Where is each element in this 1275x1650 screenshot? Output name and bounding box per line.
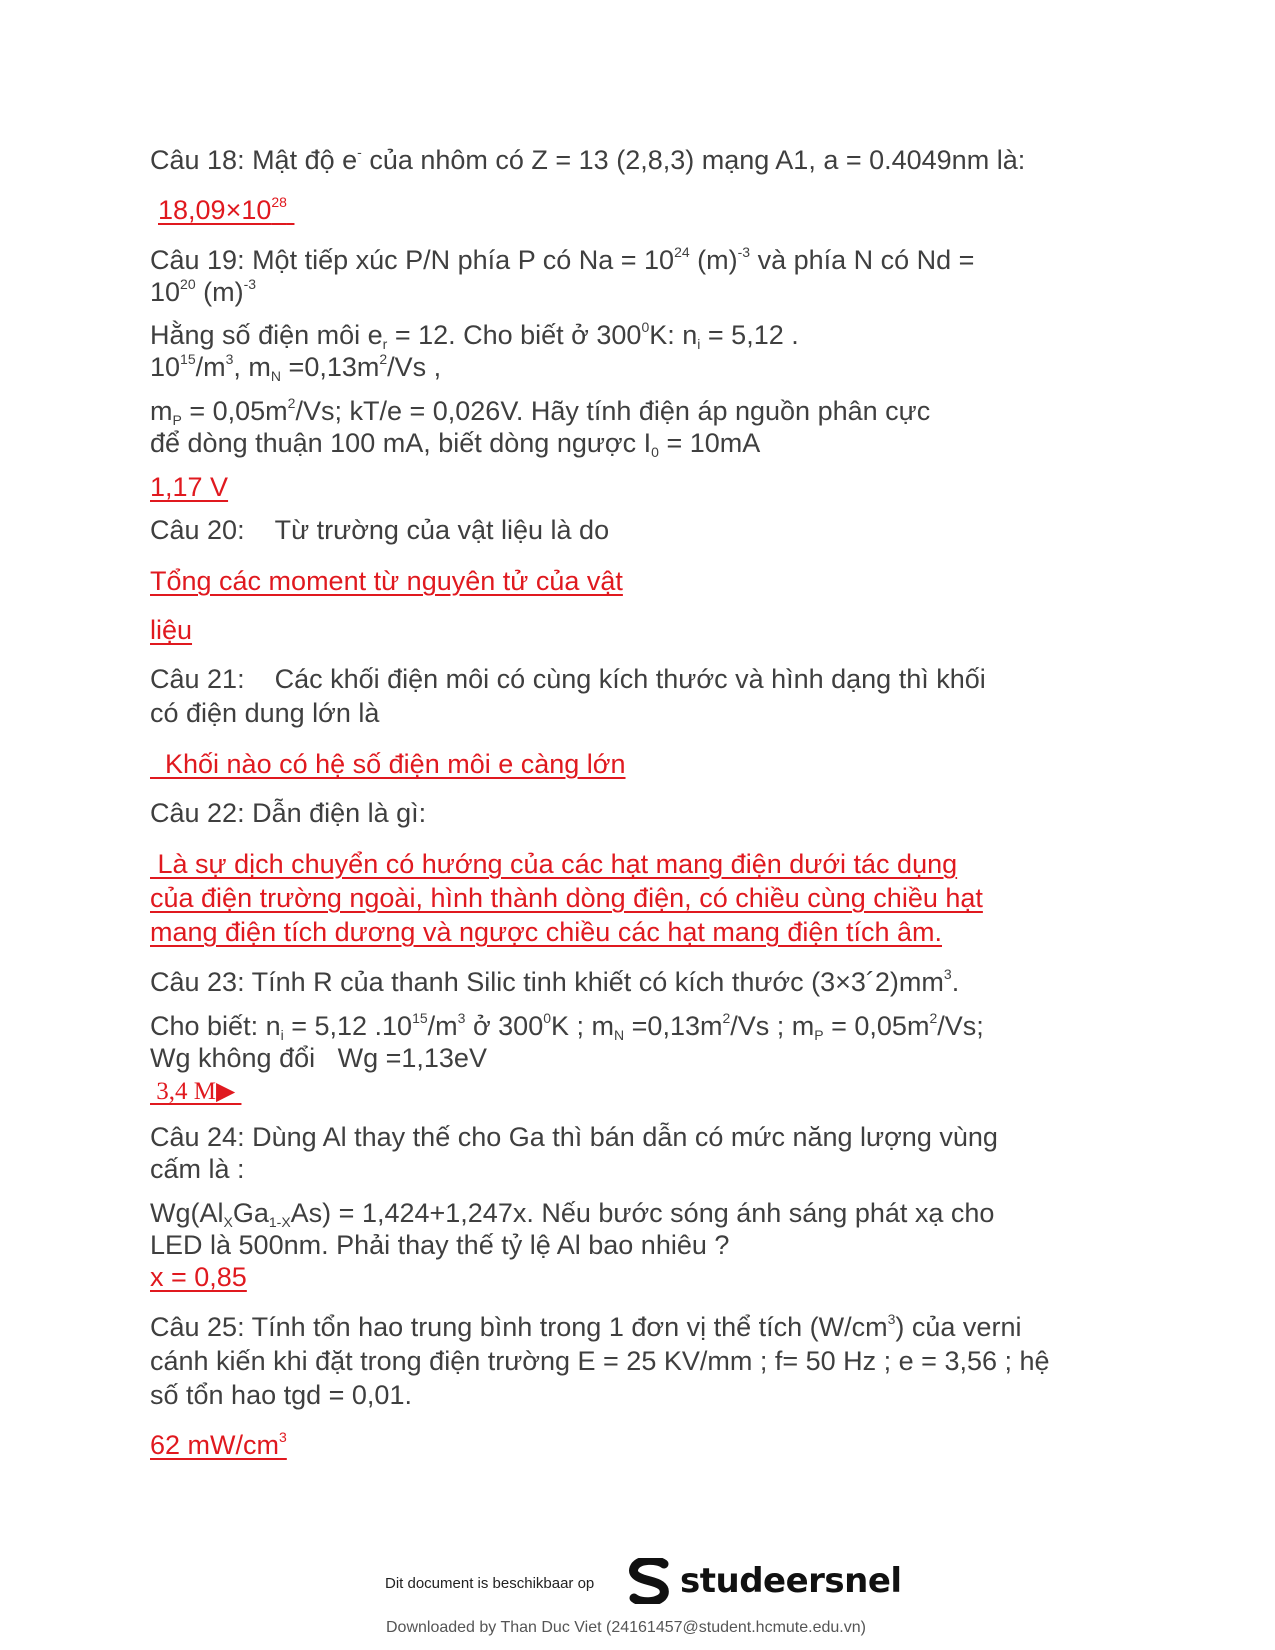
- q22-question: Câu 22: Dẫn điện là gì:: [150, 798, 427, 828]
- q24-formula: $Wg(Al_XGa_{1-X}As) = 1,424+1,247x$. Nếu bước sóng ánh sáng phát xạ cho: [150, 1198, 995, 1230]
- q18-answer: $18,09\times 10^{28}$: [158, 194, 287, 225]
- q19-line-3: Hằng số điện môi $e_r = 12$. Cho biết ở $300^0K$: $n_i = 5,12$ .: [150, 319, 799, 352]
- q23-answer: 3,4 M▶: [150, 1078, 242, 1105]
- q21-question: Câu 21: Các khối điện môi có cùng kích thước và hình dạng thì khối: [150, 664, 986, 694]
- q24-answer: x = 0,85: [150, 1262, 247, 1292]
- q25-question-line-3: số tổn hao tgd = 0,01.: [150, 1380, 412, 1410]
- q18-question: Câu 18: Mật độ e- của nhôm có Z = 13 (2,8,3) mạng A1, a = 0.4049nm là:: [150, 144, 1026, 175]
- q20-answer-line-1: Tổng các moment từ nguyên tử của vật: [150, 566, 623, 596]
- studeersnel-logo[interactable]: [628, 1558, 902, 1604]
- studeersnel-brand-text: studeersnel: [680, 1561, 902, 1601]
- q25-question: Câu 25: Tính tổn hao trung bình trong 1 đơn vị thể tích $(W/cm^3)$ của verni: [150, 1311, 1022, 1342]
- q20-question: Câu 20: Từ trường của vật liệu là do: [150, 515, 610, 545]
- q19-line-5: $m_P = 0,05m^2/Vs$; kT/e = 0,026V. Hãy tính điện áp nguồn phân cực: [150, 395, 931, 428]
- q23-given: Cho biết: $n_i = 5,12$ $.10^{15}/m^3$ ở $300^0K$ ; $m_N =0,13m^2/Vs$ ; $m_P = 0,05m^2/Vs$;: [150, 1010, 984, 1043]
- footer-availability-note: Dit document is beschikbaar op: [385, 1575, 595, 1592]
- q19-line-1: Câu 19: Một tiếp xúc P/N phía P có $Na = 10^{24}$ $(m)^{-3}$ và phía N có Nd =: [150, 244, 975, 275]
- studeersnel-s-icon: [628, 1558, 672, 1604]
- q21-question-line-2: có điện dung lớn là: [150, 698, 380, 728]
- q19-line-2: $10^{20}$ $(m)^{-3}$: [150, 276, 257, 307]
- q23-question: Câu 23: Tính R của thanh Silic tinh khiết có kích thước $(3\times 3´2)mm^3$.: [150, 966, 960, 997]
- q24-question-line-4: LED là 500nm. Phải thay thế tỷ lệ Al bao nhiêu ?: [150, 1230, 730, 1260]
- q19-line-4: $10^{15}/m^3$, $m_N =0,13m^2/Vs$ ,: [150, 351, 442, 384]
- q19-line-6: để dòng thuận 100 mA, biết dòng ngược $I_0 = 10mA$: [150, 428, 761, 460]
- q22-answer-line-1: Là sự dịch chuyển có hướng của các hạt mang điện dưới tác dụng: [150, 849, 958, 879]
- q21-answer: Khối nào có hệ số điện môi e càng lớn: [150, 749, 626, 779]
- q22-answer-line-3: mang điện tích dương và ngược chiều các hạt mang điện tích âm.: [150, 917, 942, 947]
- q23-given-line-2: Wg không đổi Wg =1,13eV: [150, 1043, 487, 1073]
- q24-question-line-2: cấm là :: [150, 1154, 245, 1184]
- footer-downloaded-by: Downloaded by Than Duc Viet (24161457@student.hcmute.edu.vn): [386, 1619, 866, 1636]
- q25-question-line-2: cánh kiến khi đặt trong điện trường E = 25 KV/mm ; f= 50 Hz ; e = 3,56 ; hệ: [150, 1346, 1050, 1376]
- q19-answer: 1,17 V: [150, 472, 229, 502]
- q25-answer: 62 $mW/cm^3$: [150, 1429, 287, 1460]
- q20-answer-line-2: liệu: [150, 615, 193, 645]
- q22-answer-line-2: của điện trường ngoài, hình thành dòng điện, có chiều cùng chiều hạt: [150, 883, 983, 913]
- q24-question: Câu 24: Dùng Al thay thế cho Ga thì bán dẫn có mức năng lượng vùng: [150, 1122, 998, 1152]
